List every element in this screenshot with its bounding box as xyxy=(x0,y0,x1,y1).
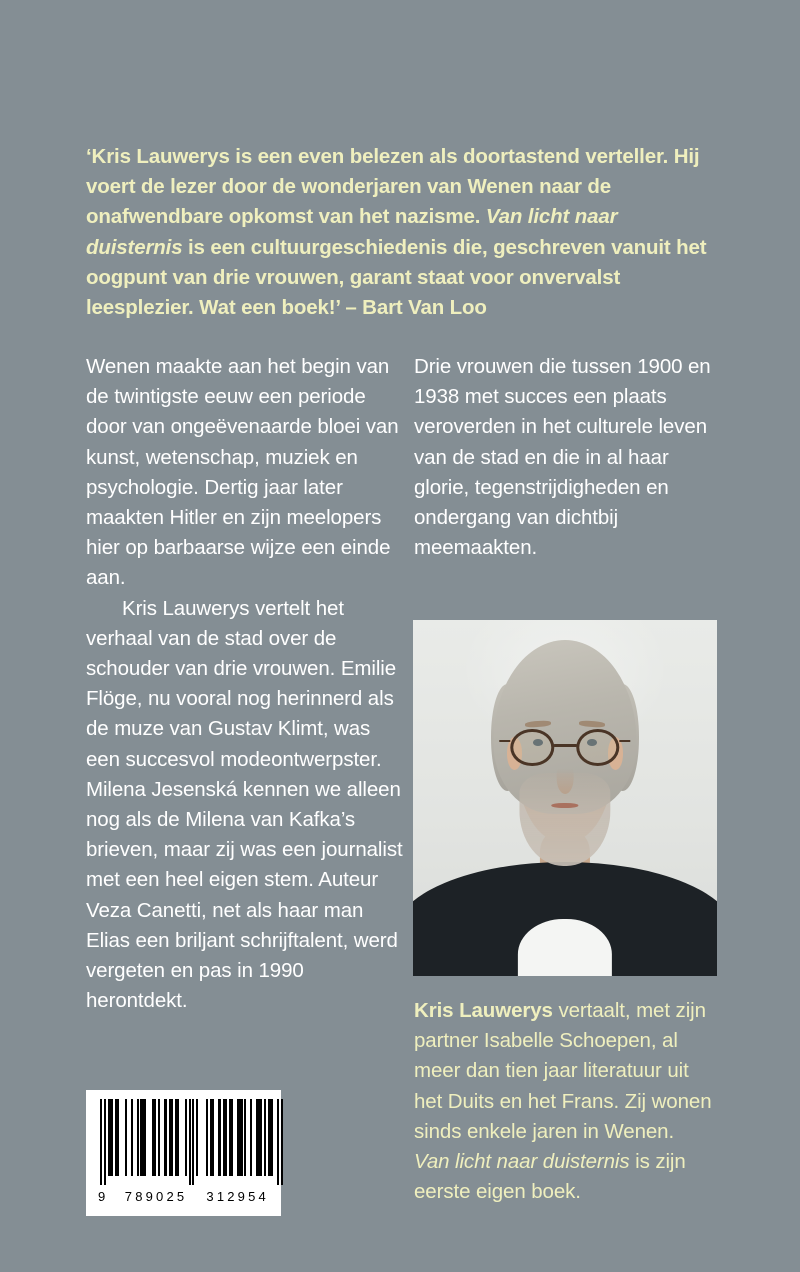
nose xyxy=(557,762,574,794)
barcode-bar xyxy=(218,1099,222,1176)
barcode-bar xyxy=(169,1099,173,1176)
isbn-barcode xyxy=(86,1090,281,1216)
barcode-bar xyxy=(192,1099,194,1185)
barcode-bar xyxy=(125,1099,127,1176)
barcode-bar xyxy=(206,1099,208,1176)
barcode-bar xyxy=(164,1099,168,1176)
barcode-bar xyxy=(189,1099,191,1185)
author-bio xyxy=(414,996,714,1207)
bio-text-part1: vertaalt, met zijn partner Isabelle Schoepen, al meer dan tien jaar literatuur uit het Duits en het Frans. Zij wonen sinds enkele jaren in Wenen. xyxy=(414,999,712,1143)
glasses-temple-left xyxy=(499,740,510,743)
blurb-book-title-italic: Van licht naar duisternis xyxy=(86,205,618,259)
glasses-icon xyxy=(510,729,619,766)
left-text-column xyxy=(86,352,404,1016)
isbn-number xyxy=(94,1186,273,1204)
author-portrait-image xyxy=(413,620,717,976)
barcode-bar xyxy=(198,1099,206,1100)
glasses-lens-right xyxy=(576,729,620,766)
barcode-bars xyxy=(100,1099,267,1185)
author-name: Kris Lauwerys xyxy=(414,999,553,1022)
barcode-bar xyxy=(100,1099,102,1185)
barcode-bar xyxy=(108,1099,114,1176)
barcode-bar xyxy=(223,1099,227,1176)
bio-text-part2: is zijn eerste eigen boek. xyxy=(414,1150,686,1204)
left-paragraph-1: Wenen maakte aan het begin van de twintigste eeuw een periode door van ongeëvenaarde bloei van kunst, wetenschap, muziek en psychologie. Dertig jaar later maakten Hitler en zijn meelopers hier op barbaarse wijze een einde aan. xyxy=(86,355,399,590)
isbn-lead-digit: 9 xyxy=(98,1189,106,1204)
barcode-bar xyxy=(158,1099,160,1176)
right-paragraph-1: Drie vrouwen die tussen 1900 en 1938 met succes een plaats veroverden in het culturele leven van de stad en die in al haar glorie, tegenstrijdigheden en ondergang van dichtbij meemaakten. xyxy=(414,355,711,560)
blurb-text-part1: ‘Kris Lauwerys is een even belezen als doortastend verteller. Hij voert de lezer door de wonderjaren van Wenen naar de onafwendbare opkomst van het nazisme. xyxy=(86,145,700,229)
barcode-bar xyxy=(237,1099,243,1176)
bio-book-title-italic: Van licht naar duisternis xyxy=(414,1150,630,1174)
barcode-bar xyxy=(250,1099,252,1176)
barcode-bar xyxy=(140,1099,146,1176)
barcode-bar xyxy=(210,1099,214,1176)
glasses-bridge xyxy=(553,744,577,747)
left-paragraph-2: Kris Lauwerys vertelt het verhaal van de stad over de schouder van drie vrouwen. Emilie Flöge, nu vooral nog herinnerd als de muze van Gustav Klimt, was een succesvol modeontwerpster. Milena Jesenská kennen we alleen nog als de Milena van Kafka’s brieven, maar zij was een journalist met een heel eigen stem. Auteur Veza Canetti, net als haar man Elias een briljant schrijftalent, werd vergeten en pas in 1990 herontdekt. xyxy=(86,596,403,1013)
review-blurb xyxy=(86,142,716,323)
right-text-column xyxy=(414,352,719,563)
barcode-bar xyxy=(256,1099,262,1176)
mouth xyxy=(551,803,578,808)
barcode-bar xyxy=(185,1099,187,1176)
barcode-bar xyxy=(244,1099,246,1176)
barcode-bar xyxy=(196,1099,198,1176)
barcode-bar xyxy=(131,1099,133,1176)
barcode-bar xyxy=(277,1099,279,1185)
barcode-bar xyxy=(264,1099,266,1176)
barcode-bar xyxy=(104,1099,106,1185)
blurb-text-part2: is een cultuurgeschiedenis die, geschreven vanuit het oogpunt van drie vrouwen, garant staat voor onvervalst leesplezier. Wat een boek!’ – Bart Van Loo xyxy=(86,235,707,320)
barcode-bar xyxy=(229,1099,233,1176)
barcode-bar xyxy=(152,1099,156,1176)
isbn-group-1: 789025 xyxy=(124,1189,188,1204)
barcode-bar xyxy=(268,1099,274,1176)
barcode-bar xyxy=(115,1099,119,1176)
barcode-bar xyxy=(281,1099,283,1185)
isbn-group-2: 312954 xyxy=(206,1189,269,1204)
glasses-lens-left xyxy=(510,729,554,766)
barcode-bar xyxy=(137,1099,139,1176)
glasses-temple-right xyxy=(620,740,631,743)
author-photo xyxy=(413,620,717,976)
barcode-bar xyxy=(175,1099,179,1176)
